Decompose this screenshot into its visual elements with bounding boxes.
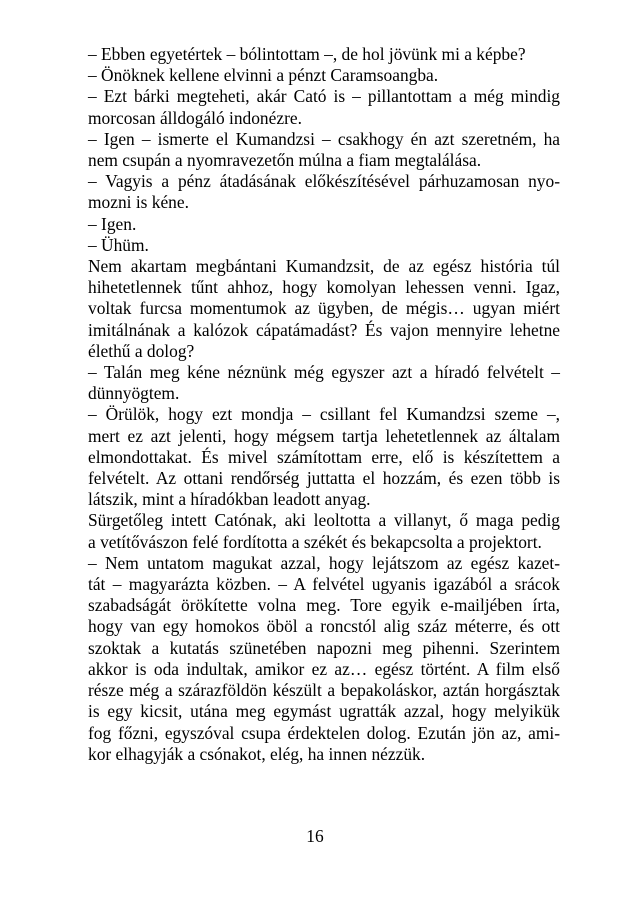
text-line: látszik, mint a híradókban leadott anyag.	[88, 489, 371, 510]
text-line: – Vagyis a pénz átadásának előkészítésével párhuzamosan nyo-	[88, 171, 560, 192]
text-line: mert ez azt jelenti, hogy mégsem tartja lehetetlennek az általam	[88, 425, 560, 446]
text-line: voltak furcsa momentumok az ügyben, de mégis… ugyan miért	[88, 298, 560, 319]
text-line: imitálnának a kalózok cápatámadást? És vajon mennyire lehetne	[88, 319, 560, 340]
text-line: – Talán meg kéne néznünk még egyszer azt a híradó felvételt –	[88, 362, 560, 383]
text-line: felvételt. Az ottani rendőrség juttatta el hozzám, és ezen több is	[88, 468, 560, 489]
text-line: hogy van egy homokos öböl a roncstól alig száz méterre, és ott	[88, 616, 560, 637]
text-line: dünnyögtem.	[88, 383, 180, 404]
text-line: akkor is oda indultak, amikor ez az… egész történt. A film első	[88, 658, 560, 679]
text-line: Sürgetőleg intett Catónak, aki leoltotta a villanyt, ő maga pedig	[88, 510, 560, 531]
text-line: szoktak a kutatás szünetében napozni meg pihenni. Szerintem	[88, 637, 560, 658]
text-line: mozni is kéne.	[88, 192, 189, 213]
text-line: elmondottakat. És mivel számítottam erre, elő is készítettem a	[88, 446, 560, 467]
text-line: – Ebben egyetértek – bólintottam –, de hol jövünk mi a képbe?	[88, 44, 526, 64]
text-line: tát – magyarázta közben. – A felvétel ugyanis igazából a srácok	[88, 574, 560, 595]
page-body	[88, 44, 560, 765]
text-line: Nem akartam megbántani Kumandzsit, de az egész história túl	[88, 256, 560, 277]
text-line: – Önöknek kellene elvinni a pénzt Caramsoangba.	[88, 65, 439, 86]
text-line: – Örülök, hogy ezt mondja – csillant fel Kumandzsi szeme –,	[88, 404, 560, 425]
text-line: hihetetlennek tűnt ahhoz, hogy komolyan lehessen venni. Igaz,	[88, 277, 560, 298]
text-line: – Ezt bárki megteheti, akár Cató is – pillantottam a még mindig	[88, 86, 560, 107]
text-line: – Igen.	[88, 213, 137, 234]
text-line: élethű a dolog?	[88, 340, 195, 361]
text-line: morcosan álldogáló indonézre.	[88, 107, 302, 128]
page-number: 16	[306, 826, 324, 846]
text-line: fog főzni, egyszóval csupa érdektelen dolog. Ezután jön az, ami-	[88, 722, 560, 743]
text-line: – Ühüm.	[88, 234, 149, 255]
text-line: kor elhagyják a csónakot, elég, ha innen nézzük.	[88, 743, 426, 764]
text-line: – Nem untatom magukat azzal, hogy lejátszom az egész kazet-	[88, 552, 560, 573]
text-line: – Igen – ismerte el Kumandzsi – csakhogy én azt szeretném, ha	[88, 128, 560, 149]
text-line: nem csupán a nyomravezetőn múlna a fiam megtalálása.	[88, 150, 482, 171]
text-line: része még a szárazföldön készült a bepakoláskor, aztán horgásztak	[88, 680, 560, 701]
text-line: is egy kicsit, utána meg egymást ugratták azzal, hogy melyikük	[88, 701, 560, 722]
text-line: a vetítővászon felé fordította a székét és bekapcsolta a projektort.	[88, 531, 542, 552]
text-line: szabadságát örökítette volna meg. Tore egyik e-mailjében írta,	[88, 595, 560, 616]
